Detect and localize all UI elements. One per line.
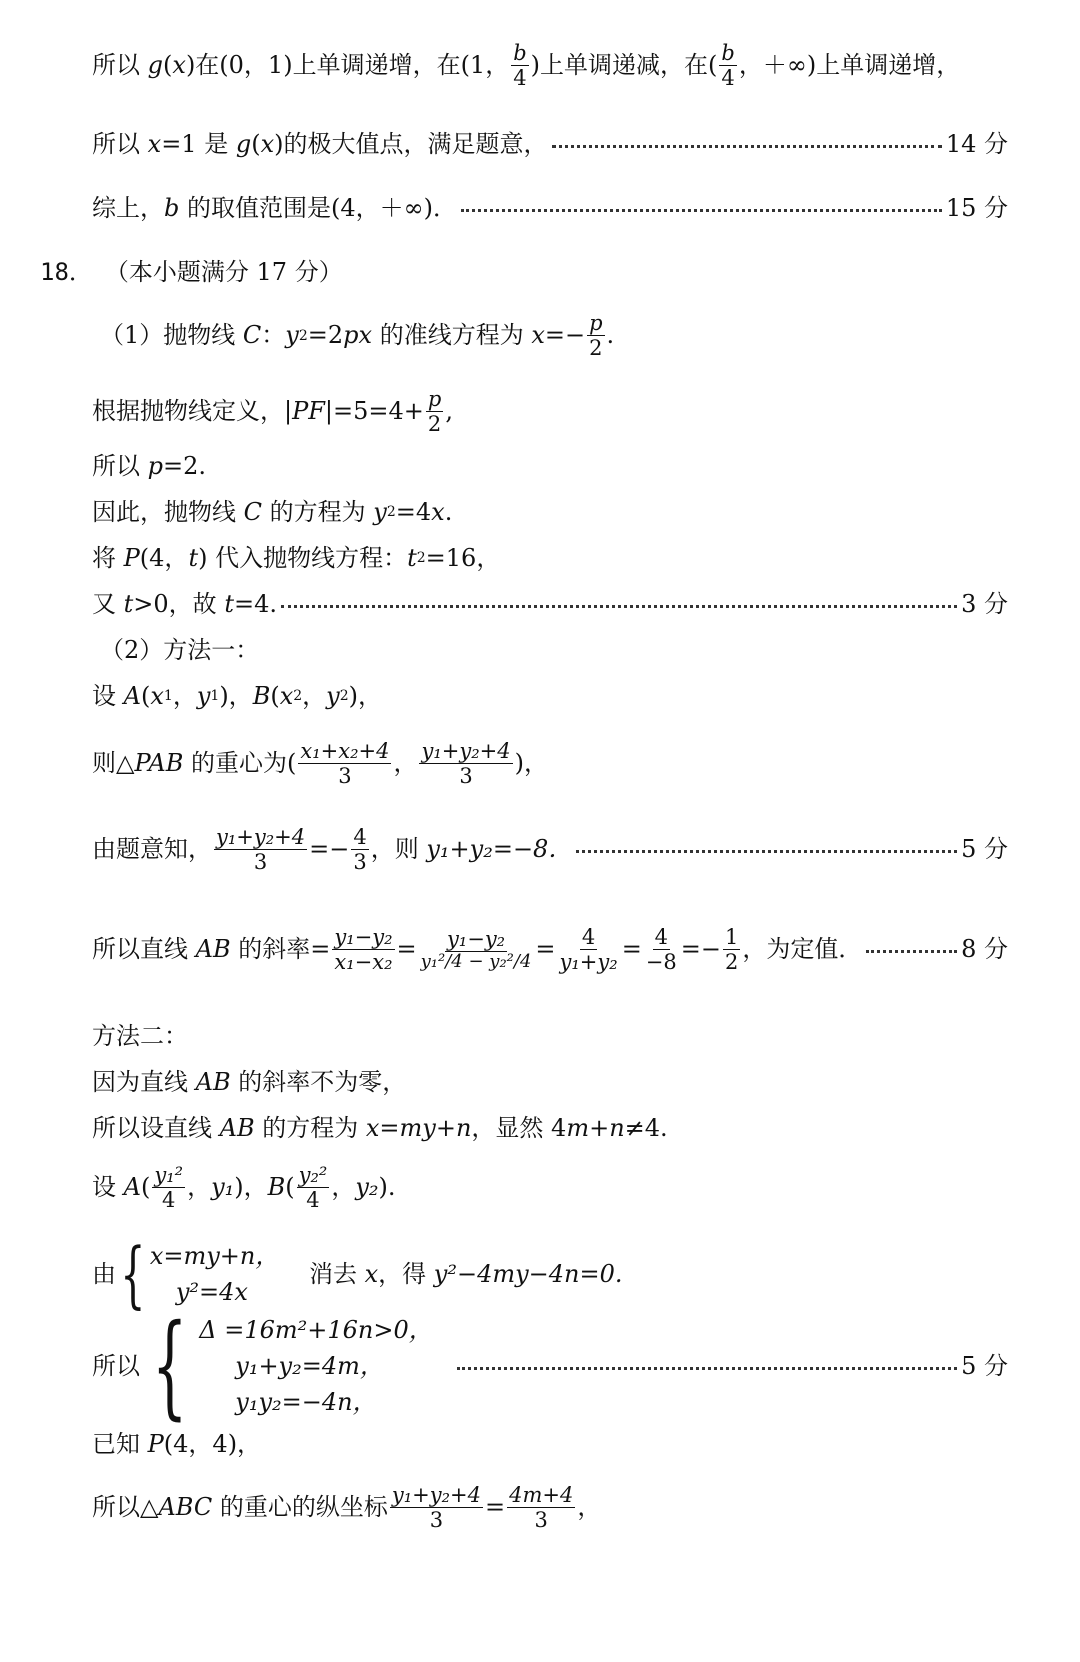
- text: ).: [378, 1173, 396, 1202]
- text: 的准线方程为: [372, 321, 532, 350]
- fraction-centroid-y: [419, 740, 512, 787]
- text: =−: [309, 835, 350, 864]
- text: >0，故: [133, 590, 225, 618]
- text: 的重心为(: [183, 749, 297, 778]
- var-t: t: [224, 590, 234, 618]
- system-row: x=my+n，: [149, 1242, 280, 1270]
- var-C: C: [243, 498, 263, 526]
- numerator: b: [721, 41, 735, 65]
- denominator: 3: [338, 764, 352, 789]
- equation: x=my+n: [365, 1114, 472, 1142]
- text: ,: [445, 397, 453, 426]
- line-centroid: [92, 740, 1008, 787]
- text: )在(0，1)上单调递增，在(1，: [185, 51, 510, 80]
- numerator: y₁+y₂+4: [421, 739, 511, 763]
- text: =: [621, 935, 642, 964]
- text: =1 是: [161, 130, 236, 158]
- text: =2: [307, 321, 344, 350]
- text: )的极大值点，满足题意，: [274, 130, 548, 158]
- system-row: y₁+y₂=4m，: [235, 1352, 384, 1380]
- numerator: y₁+y₂+4: [391, 1483, 482, 1507]
- denominator: 2: [427, 412, 442, 437]
- text: 消去: [301, 1259, 365, 1288]
- var-AB: AB: [219, 1114, 255, 1142]
- text: 的方程为: [254, 1114, 366, 1142]
- left-brace: {: [120, 1231, 146, 1316]
- text: ，则: [370, 835, 427, 864]
- var-A: A: [123, 682, 141, 710]
- text: 所以: [92, 51, 148, 80]
- line-known-P: [92, 1430, 1008, 1459]
- method-one-heading: [100, 636, 1008, 665]
- fraction-slope-sub: [419, 928, 534, 972]
- leader-dots: [281, 605, 957, 608]
- denominator: 3: [253, 850, 268, 875]
- equation: y₁+y₂=−8．: [426, 835, 573, 864]
- text: ，: [187, 1173, 212, 1202]
- fraction-p-over-2: [426, 388, 443, 435]
- text: =−: [544, 321, 586, 350]
- text: =4.: [233, 590, 277, 618]
- text: ，: [331, 1173, 356, 1202]
- score-label: 8 分: [961, 935, 1008, 964]
- denominator: 4: [513, 66, 527, 91]
- fraction-slope-def: [332, 926, 394, 973]
- fraction-centroid-y: [214, 826, 307, 873]
- text: ，: [302, 682, 327, 710]
- line-monotonic-intervals: [92, 42, 1008, 89]
- text: (: [140, 1173, 151, 1202]
- line-system-eliminate: [92, 1231, 1008, 1316]
- line-set-points-method2: [92, 1164, 1008, 1211]
- var-b: b: [164, 194, 180, 222]
- text: .: [606, 321, 615, 350]
- text: (: [140, 682, 151, 710]
- score-label: 15 分: [945, 194, 1008, 222]
- text: 所以△: [92, 1493, 159, 1522]
- var-x: x: [172, 51, 186, 80]
- system-row: Δ =16m²+16n>0，: [199, 1316, 433, 1344]
- numerator: p: [427, 387, 442, 411]
- var-AB: AB: [195, 935, 231, 964]
- line-directrix: （1）抛物线 C ： y 2 =2 px 的准线方程为 x =− $\frac{p}{2}$ .: [100, 311, 615, 361]
- var-t: t: [188, 544, 199, 572]
- var-n: n: [609, 1114, 625, 1142]
- text: ：: [261, 321, 286, 350]
- fraction-y2sq-over-4: [297, 1164, 330, 1211]
- text: =: [535, 935, 556, 964]
- var-y2: y₂: [355, 1173, 379, 1202]
- text: 所以直线: [92, 935, 196, 964]
- text: =2.: [163, 452, 207, 480]
- equation-system: [199, 1312, 432, 1420]
- text: 的重心的纵坐标: [212, 1493, 388, 1522]
- fraction-centroid-y: [390, 1484, 483, 1531]
- var-P: P: [123, 544, 140, 572]
- var-AB: AB: [195, 1068, 231, 1096]
- line-conclusion-b-range: [92, 194, 1008, 223]
- text: ，: [393, 749, 418, 778]
- text: |=5=4+: [324, 397, 424, 426]
- equation: y²−4my−4n=0.: [433, 1259, 623, 1288]
- text: 的斜率=: [230, 935, 331, 964]
- denominator: 4: [162, 1188, 176, 1213]
- score-label: 5 分: [961, 1351, 1008, 1380]
- var-A: A: [123, 1173, 141, 1202]
- text: 的取值范围是(4，＋∞)．: [179, 194, 457, 222]
- text: ≠4.: [624, 1114, 668, 1142]
- denominator: 3: [534, 1508, 548, 1533]
- numerator: x₁+x₂+4: [300, 739, 390, 763]
- text: =16，: [425, 544, 501, 572]
- text: 根据抛物线定义，|: [92, 397, 293, 426]
- equation-system: [150, 1238, 280, 1310]
- problem-18-header: [40, 258, 1008, 287]
- var-t: t: [123, 590, 134, 618]
- text: 又: [92, 590, 124, 618]
- text: 方法二：: [92, 1022, 188, 1050]
- var-x: x: [364, 1259, 379, 1288]
- text: )，: [234, 1173, 268, 1202]
- leader-dots: [866, 950, 957, 953]
- denominator: 4: [721, 66, 735, 91]
- var-p: p: [147, 452, 164, 480]
- var-PF: PF: [292, 397, 325, 426]
- fraction-b-over-4: [719, 42, 736, 89]
- problem-points: （本小题满分 17 分）: [104, 258, 343, 286]
- line-sum-y: [92, 826, 1008, 873]
- text: 所以设直线: [92, 1114, 220, 1142]
- problem-number: 18．: [40, 258, 93, 286]
- text: 的方程为: [262, 498, 374, 526]
- line-t-value: [92, 590, 1008, 619]
- score-label: 3 分: [961, 590, 1008, 618]
- numerator: 4: [353, 825, 367, 849]
- text: ，: [172, 682, 197, 710]
- text: (: [270, 682, 280, 710]
- text: 已知: [92, 1430, 148, 1458]
- var-m: m: [566, 1114, 590, 1142]
- numerator: 4: [581, 925, 596, 949]
- var-y: y: [285, 321, 299, 350]
- var-P: P: [147, 1430, 164, 1458]
- var-x: x: [431, 498, 445, 526]
- var-x: x: [147, 130, 162, 158]
- line-parabola-equation: 因此，抛物线 C 的方程为 y 2 =4 x .: [92, 498, 453, 526]
- text: 的斜率不为零，: [230, 1068, 407, 1096]
- denominator: 3: [459, 764, 473, 789]
- fraction-4-over-sum: [558, 926, 620, 973]
- var-B: B: [267, 1173, 286, 1202]
- text: ) 代入抛物线方程：: [198, 544, 408, 572]
- var-C: C: [242, 321, 262, 350]
- score-label: 14 分: [945, 130, 1008, 158]
- numerator: p: [589, 311, 603, 335]
- text: （2）方法一：: [100, 636, 260, 664]
- text: (: [163, 51, 173, 80]
- line-definition: [92, 388, 1008, 435]
- var-y: y: [196, 682, 211, 710]
- fraction-centroid-x: [298, 740, 391, 787]
- text: (4，: [139, 544, 189, 572]
- denominator: −8: [645, 950, 677, 975]
- text: 因为直线: [92, 1068, 196, 1096]
- text: 所以: [92, 130, 148, 158]
- denominator: 2: [724, 950, 739, 975]
- fraction-b-over-4: [511, 42, 528, 89]
- fraction-4-over-neg8: [644, 926, 679, 973]
- numerator: y₁²: [154, 1163, 184, 1187]
- line-substitute-P: 将 P (4， t ) 代入抛物线方程： t 2 =16，: [92, 544, 501, 572]
- text: ，: [577, 1493, 602, 1522]
- numerator: y₁−y₂: [446, 926, 506, 951]
- var-t: t: [407, 544, 417, 572]
- text: (: [251, 130, 261, 158]
- var-x: x: [279, 682, 294, 710]
- text: (4，4)，: [163, 1430, 262, 1458]
- left-brace: {: [151, 1300, 188, 1431]
- numerator: 1: [724, 925, 739, 949]
- var-x: x: [531, 321, 545, 350]
- var-PAB: PAB: [134, 749, 184, 778]
- var-B: B: [252, 682, 271, 710]
- text: 综上，: [92, 194, 164, 222]
- denominator: x₁−x₂: [334, 950, 393, 975]
- leader-dots: [552, 145, 942, 148]
- denominator: 3: [353, 850, 367, 875]
- var-y: y: [326, 682, 340, 710]
- numerator: 4m+4: [509, 1483, 574, 1507]
- text: ，为定值．: [742, 935, 863, 964]
- leader-dots: [576, 850, 957, 853]
- leader-dots: [461, 209, 942, 212]
- denominator: 2: [589, 336, 603, 361]
- var-px: px: [343, 321, 373, 350]
- text: .: [444, 498, 453, 526]
- var-x: x: [260, 130, 275, 158]
- text: )，: [219, 682, 253, 710]
- text: ，得: [378, 1259, 434, 1288]
- system-row: y₁y₂=−4n，: [235, 1388, 377, 1416]
- text: ，显然 4: [471, 1114, 567, 1142]
- text: 所以: [92, 1351, 140, 1380]
- denominator: y₁+y₂: [559, 950, 618, 975]
- var-ABC: ABC: [158, 1493, 213, 1522]
- score-label: 5 分: [961, 835, 1008, 864]
- text: 由: [92, 1259, 116, 1288]
- text: (: [285, 1173, 295, 1202]
- var-g: g: [235, 130, 252, 158]
- numerator: b: [513, 41, 527, 65]
- denominator: y₁²/4 − y₂²/4: [420, 950, 532, 972]
- text: 因此，抛物线: [92, 498, 244, 526]
- numerator: y₁+y₂+4: [216, 825, 306, 849]
- method-two-heading: [92, 1022, 1008, 1051]
- var-y: y: [373, 498, 387, 526]
- text: =: [396, 935, 417, 964]
- text: =−: [680, 935, 721, 964]
- numerator: y₁−y₂: [334, 925, 393, 949]
- denominator: 3: [429, 1508, 444, 1533]
- line-slope-nonzero: [92, 1068, 1008, 1097]
- text: =4: [395, 498, 432, 526]
- text: 设: [92, 682, 124, 710]
- fraction-1-over-2: [723, 926, 740, 973]
- text: +: [589, 1114, 610, 1142]
- fraction-4-over-3: [351, 826, 368, 873]
- text: 则△: [92, 749, 135, 778]
- text: )上单调递减，在(: [530, 51, 718, 80]
- line-p-value: [92, 452, 1008, 481]
- text: =: [485, 1493, 506, 1522]
- line-centroid-ordinate: [92, 1484, 1008, 1531]
- numerator: 4: [654, 925, 668, 949]
- text: ，＋∞)上单调递增，: [738, 51, 961, 80]
- text: （1）抛物线: [100, 321, 243, 350]
- var-x: x: [150, 682, 164, 710]
- fraction-p-over-2: [587, 312, 604, 359]
- text: 设: [92, 1173, 124, 1202]
- system-row: y²=4x: [175, 1278, 248, 1306]
- text: 将: [92, 544, 124, 572]
- line-line-equation: [92, 1114, 1008, 1143]
- text: 所以: [92, 452, 148, 480]
- denominator: 4: [306, 1188, 320, 1213]
- line-max-point: [92, 130, 1008, 159]
- leader-dots: [457, 1367, 957, 1370]
- line-set-points: 设 A ( x 1 ， y 1 )， B ( x 2 ， y 2 )，: [92, 682, 383, 710]
- var-g: g: [147, 51, 164, 80]
- line-slope: [92, 926, 1008, 973]
- fraction-4m-plus-4-over-3: [507, 1484, 575, 1531]
- text: 由题意知，: [92, 835, 212, 864]
- fraction-y1sq-over-4: [152, 1164, 185, 1211]
- var-y1: y₁: [211, 1173, 235, 1202]
- numerator: y₂²: [298, 1163, 328, 1187]
- text: )，: [514, 749, 548, 778]
- text: )，: [348, 682, 383, 710]
- line-vieta: [92, 1300, 1008, 1431]
